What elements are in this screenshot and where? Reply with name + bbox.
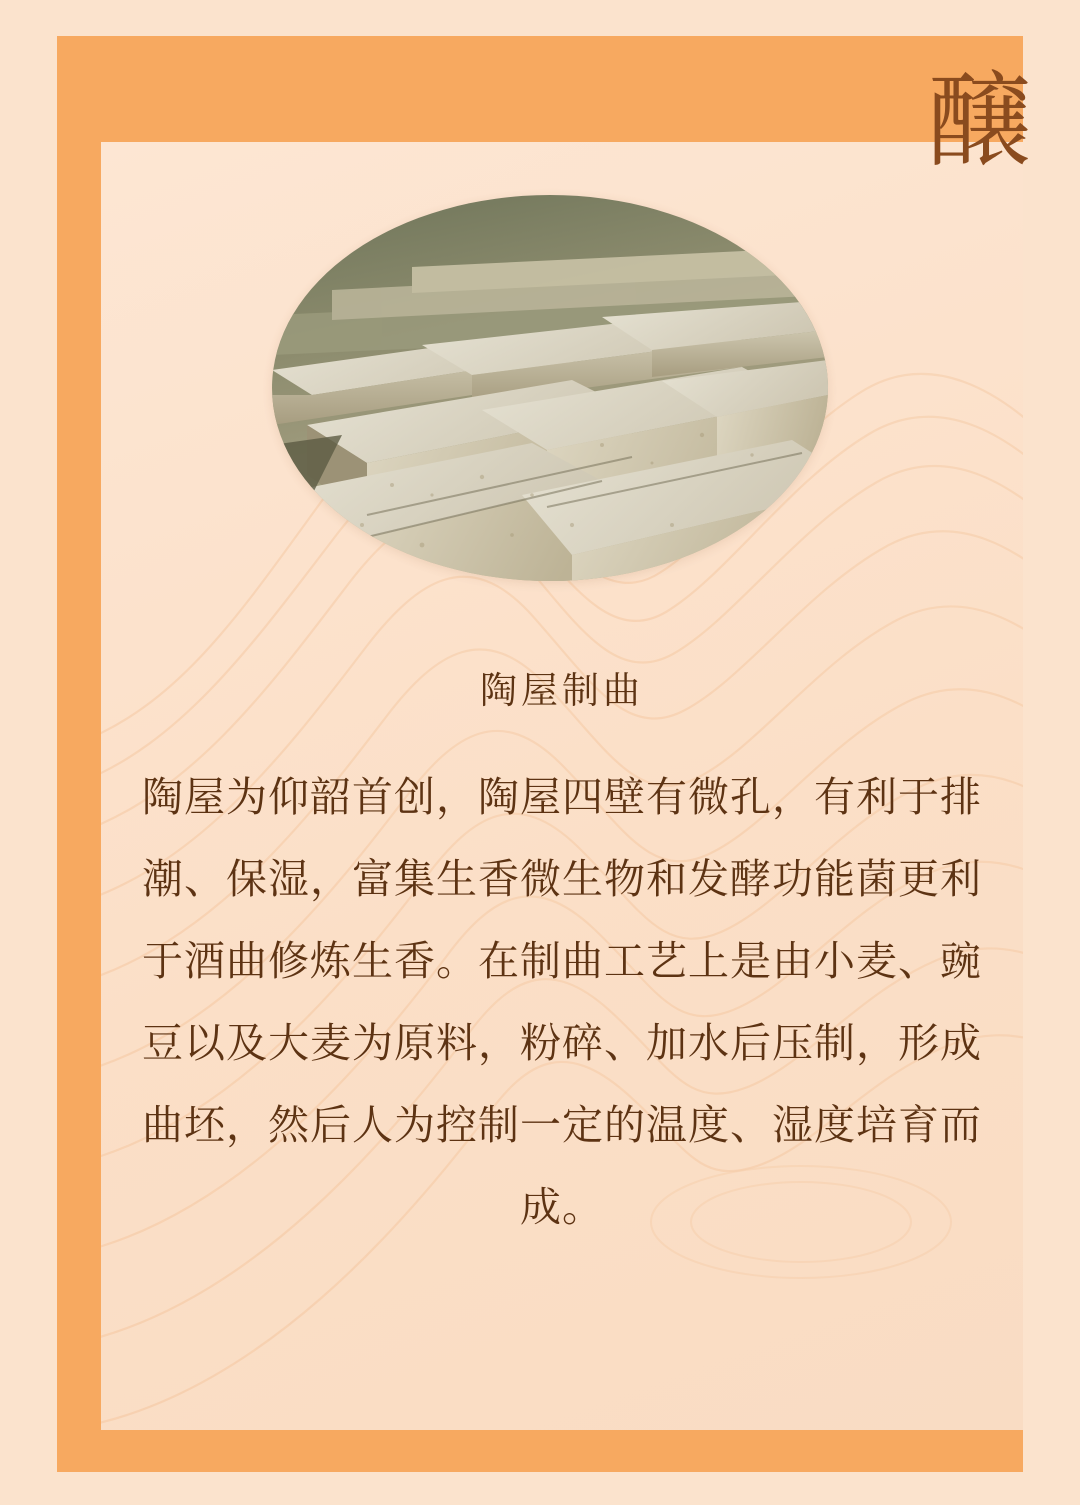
article-title: 陶屋制曲 xyxy=(480,669,644,712)
brand-seal-icon: 醸 xyxy=(927,60,1032,182)
qupi-bricks-photo xyxy=(272,195,828,581)
article-body: 陶屋为仰韶首创，陶屋四壁有微孔，有利于排潮、保湿，富集生香微生物和发酵功能菌更利于酒曲修炼生香。在制曲工艺上是由小麦、豌豆以及大麦为原料，粉碎、加水后压制，形成曲坯，然后人为控制一定的温度、湿度培育而成。 xyxy=(142,773,982,1231)
article xyxy=(101,660,1023,1248)
